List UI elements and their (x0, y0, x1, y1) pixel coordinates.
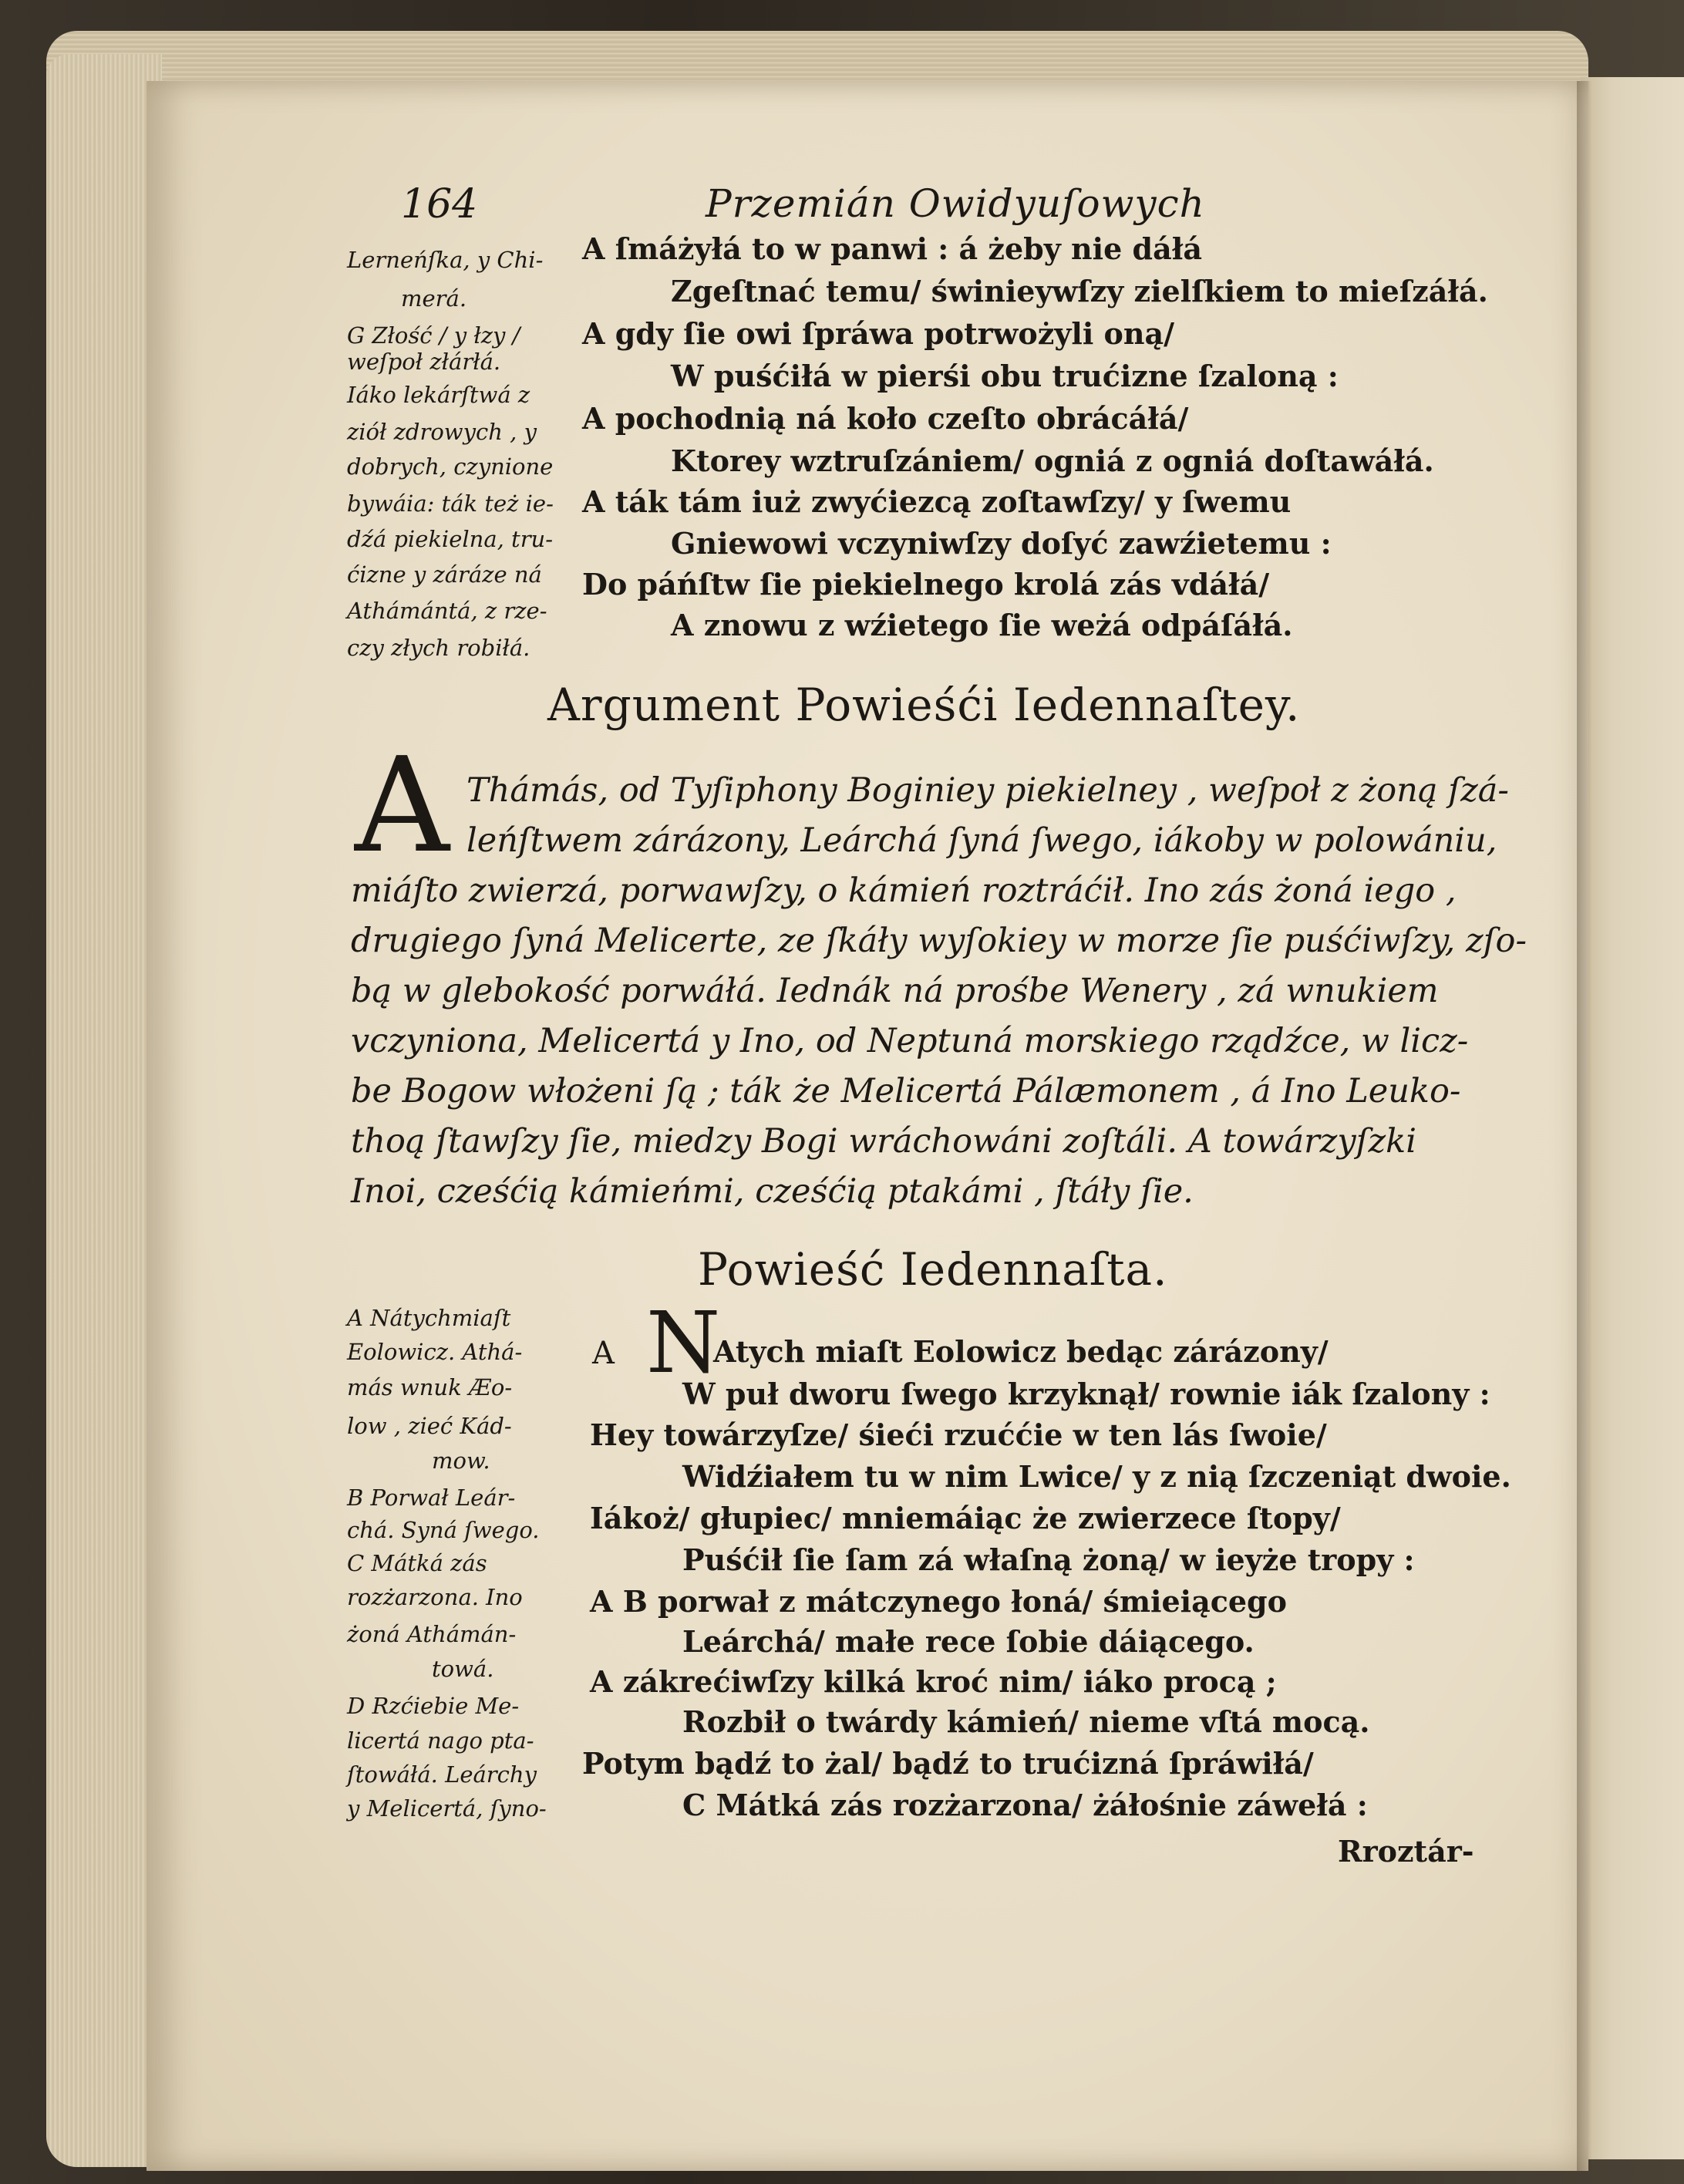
argument-line: miáſto zwierzá, porwawſzy, o kámień roztráćił. Ino zás żoná iego , (351, 871, 1457, 910)
story-heading: Powieść Iedennaſta. (698, 1243, 1168, 1296)
argument-line: Inoi, cześćią kámieńmi, cześćią ptakámi , ſtáły ſie. (351, 1172, 1194, 1211)
verse-line: Gniewowi vczyniwſzy doſyć zawźietemu : (671, 526, 1332, 561)
running-title: Przemián Owidyuſowych (706, 181, 1205, 226)
margin-note-line: czy złych robiłá. (347, 635, 530, 661)
argument-drop-cap: A (355, 730, 450, 882)
story-line: Hey towárzyſze/ śieći rzuććie w ten lás ſwoie/ (590, 1417, 1327, 1452)
verse-line: A ſmáżyłá to w panwi : á żeby nie dáłá (582, 231, 1202, 266)
margin-note-line: dobrych, czynione (347, 453, 554, 480)
story-line: Potym bądź to żal/ bądź to trućizná ſpráwiłá/ (582, 1746, 1314, 1781)
story-line: Atych miaſt Eolowicz bedąc zárázony/ (713, 1334, 1329, 1369)
verse-line: A znowu z wźietego ſie weżá odpáſáłá. (671, 608, 1293, 642)
story-line: W puł dworu ſwego krzyknął/ rownie iák ſzalony : (682, 1377, 1490, 1411)
margin-note-line: dźá piekielna, tru- (347, 526, 554, 552)
margin-note-line: bywáia: ták też ie- (347, 490, 554, 517)
story-line: Widźiałem tu w nim Lwice/ y z nią ſzczeniąt dwoie. (682, 1459, 1511, 1494)
argument-line: thoą ſtawſzy ſie, miedzy Bogi wráchowáni zoſtáli. A towárzyſzki (351, 1122, 1416, 1161)
argument-heading: Argument Powieśći Iedennaſtey. (547, 679, 1301, 731)
margin-note-line: chá. Syná ſwego. (347, 1517, 540, 1543)
argument-line: vczyniona, Melicertá y Ino, od Neptuná morskiego rządźce, w licz- (351, 1022, 1469, 1060)
story-line: Puśćił ſie ſam zá właſną żoną/ w ieyże tropy : (682, 1542, 1415, 1577)
margin-note-line: Eolowicz. Athá- (347, 1339, 523, 1365)
margin-note-line: weſpoł złárłá. (347, 349, 501, 375)
margin-note-line: Iáko lekárſtwá z (347, 382, 530, 408)
argument-line: bą w glebokość porwáłá. Iednák ná prośbe Wenery , zá wnukiem (351, 972, 1439, 1010)
story-line: A B porwał z mátczynego łoná/ śmieiącego (590, 1584, 1287, 1619)
verse-line: A pochodnią ná koło czeſto obrácáłá/ (582, 401, 1189, 436)
page-number: 164 (401, 181, 478, 228)
verse-line: Ktorey wztruſzániem/ ogniá z ogniá doſtawáłá. (671, 443, 1434, 478)
argument-line: drugiego ſyná Melicerte, ze ſkáły wyſokiey w morze ſie puśćiwſzy, zſo- (351, 922, 1527, 960)
margin-note-line: rozżarzona. Ino (347, 1584, 523, 1610)
verse-line: Zgeſtnać temu/ świnieywſzy zielſkiem to mieſzáłá. (671, 274, 1488, 308)
story-line: Rozbił o twárdy kámień/ nieme vſtá mocą. (682, 1704, 1370, 1739)
right-page-edge (1581, 77, 1684, 2159)
margin-note-line: G Złość / y łzy / (347, 322, 520, 349)
margin-note-line: ziół zdrowych , y (347, 419, 537, 445)
margin-note-line: A Nátychmiaſt (347, 1305, 511, 1331)
story-line: A zákrećiwſzy kilká kroć nim/ iáko procą ; (590, 1664, 1277, 1699)
book-top-edge (46, 31, 1588, 85)
margin-note-line: low , zieć Kád- (347, 1413, 512, 1439)
story-line: Iákoż/ głupiec/ mniemáiąc że zwierzece ſtopy/ (590, 1501, 1341, 1535)
margin-note-line: Lerneńſka, y Chi- (347, 247, 544, 273)
margin-note-line: licertá nago pta- (347, 1727, 534, 1754)
margin-note-line: żoná Athámán- (347, 1621, 517, 1647)
argument-line: leńſtwem zárázony, Leárchá ſyná ſwego, iákoby w polowániu, (466, 821, 1497, 860)
page-gutter (1577, 81, 1592, 2171)
story-drop-cap: N (646, 1293, 721, 1392)
margin-note-line: ćizne y záráze ná (347, 561, 542, 588)
page-stack-left (46, 54, 162, 2167)
story-line: C Mátká zás rozżarzona/ żáłośnie záwełá : (682, 1788, 1368, 1822)
argument-line: Thámás, od Tyſiphony Boginiey piekielney , weſpoł z żoną ſzá- (466, 771, 1509, 810)
argument-line: be Bogow włożeni ſą ; ták że Melicertá Pálæmonem , á Ino Leuko- (351, 1072, 1461, 1111)
verse-line: A ták tám iuż zwyćiezcą zoſtawſzy/ y ſwemu (582, 484, 1292, 519)
margin-note-line: towá. (432, 1656, 494, 1682)
story-section-label: A (592, 1336, 615, 1371)
verse-line: A gdy ſie owi ſpráwa potrwożyli oną/ (582, 316, 1174, 351)
verse-line: W puśćiłá w pierśi obu trućizne ſzaloną : (671, 359, 1339, 393)
margin-note-line: más wnuk Æo- (347, 1374, 513, 1400)
margin-note-line: y Melicertá, ſyno- (347, 1795, 547, 1822)
margin-note-line: C Mátká zás (347, 1550, 487, 1576)
margin-note-line: Athámántá, z rze- (347, 598, 547, 624)
margin-note-line: B Porwał Leár- (347, 1485, 516, 1511)
margin-note-line: merá. (401, 285, 467, 312)
margin-note-line: D Rzćiebie Me- (347, 1693, 520, 1719)
catchword: Rroztár- (1338, 1834, 1474, 1869)
margin-note-line: mow. (432, 1448, 490, 1474)
margin-note-line: ſtowáłá. Leárchy (347, 1761, 537, 1788)
verse-line: Do páńſtw ſie piekielnego krolá zás vdáłá/ (582, 567, 1270, 602)
story-line: Leárchá/ małe rece ſobie dáiącego. (682, 1624, 1255, 1659)
